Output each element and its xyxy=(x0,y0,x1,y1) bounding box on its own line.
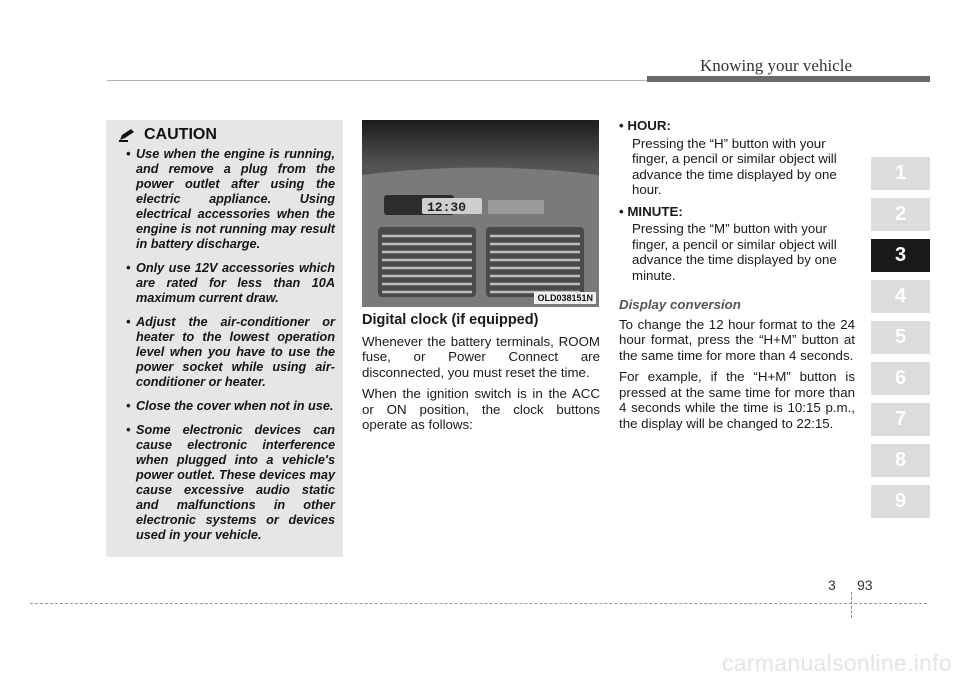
subsection-heading: Display conversion xyxy=(619,297,741,312)
clock-buttons-section xyxy=(619,118,855,437)
minute-label: • MINUTE: xyxy=(619,203,683,219)
chapter-tab-1[interactable]: 1 xyxy=(871,157,930,190)
caution-item: • Use when the engine is running, and remove a plug from the power outlet after using the electric appliance. Using electrical accessories when the engine is not running may result in battery discharge. xyxy=(118,147,335,252)
caution-item: • Only use 12V accessories which are rated for less than 10A maximum current draw. xyxy=(118,261,335,306)
minute-description: Pressing the “M” button with your finger, a pencil or similar object will advance the time displayed by one minute. xyxy=(632,221,837,283)
footer-divider xyxy=(851,592,852,618)
chapter-tab-3[interactable]: 3 xyxy=(871,239,930,272)
paragraph: Whenever the battery terminals, ROOM fuse, or Power Connect are disconnected, you must reset the time. xyxy=(362,333,600,380)
chapter-tab-2[interactable]: 2 xyxy=(871,198,930,231)
caution-item: • Adjust the air-conditioner or heater to the lowest operation level when you have to use the power socket while using air-conditioner or heater. xyxy=(118,315,335,390)
caution-item: • Some electronic devices can cause electronic interference when plugged into a vehicle's power outlet. These devices may cause excessive audio static and malfunctions in other electronic systems or devices used in your vehicle. xyxy=(118,423,335,543)
chapter-tab-6[interactable]: 6 xyxy=(871,362,930,395)
chapter-tabs xyxy=(871,157,930,526)
digital-clock-section xyxy=(362,313,600,439)
watermark: carmanualsonline.info xyxy=(721,650,952,676)
page-number: 93 xyxy=(857,577,873,593)
pencil-icon xyxy=(118,128,138,142)
chapter-tab-5[interactable]: 5 xyxy=(871,321,930,354)
caution-item: • Close the cover when not in use. xyxy=(118,399,335,414)
paragraph: When the ignition switch is in the ACC or ON position, the clock buttons operate as follows: xyxy=(362,386,600,432)
header-rule xyxy=(107,80,647,81)
clock-photo xyxy=(362,120,599,307)
chapter-tab-9[interactable]: 9 xyxy=(871,485,930,518)
chapter-tab-4[interactable]: 4 xyxy=(871,280,930,313)
figure-caption: OLD038151N xyxy=(534,292,596,304)
page-header-title: Knowing your vehicle xyxy=(699,56,852,75)
caution-list xyxy=(118,147,335,543)
caution-heading xyxy=(118,126,335,144)
chapter-tab-7[interactable]: 7 xyxy=(871,403,930,436)
chapter-number: 3 xyxy=(828,577,836,593)
clock-display-time: 12:30 xyxy=(427,200,467,215)
paragraph: To change the 12 hour format to the 24 hour format, press the “H+M” button at the same time for more than 4 seconds. xyxy=(619,316,855,363)
hour-label: • HOUR: xyxy=(619,118,671,133)
section-heading: Digital clock (if equipped) xyxy=(362,312,539,328)
caution-box xyxy=(106,120,343,557)
chapter-tab-8[interactable]: 8 xyxy=(871,444,930,477)
footer-rule xyxy=(30,603,927,604)
paragraph: For example, if the “H+M” button is pressed at the same time for more than 4 seconds while the time is 10:15 p.m., the display will be changed to 22:15. xyxy=(619,369,855,431)
caution-title: CAUTION xyxy=(144,126,217,143)
dashboard-illustration xyxy=(362,120,599,307)
hour-description: Pressing the “H” button with your finger, a pencil or similar object will advance the time displayed by one hour. xyxy=(632,135,837,197)
header-rule-accent xyxy=(647,76,930,82)
